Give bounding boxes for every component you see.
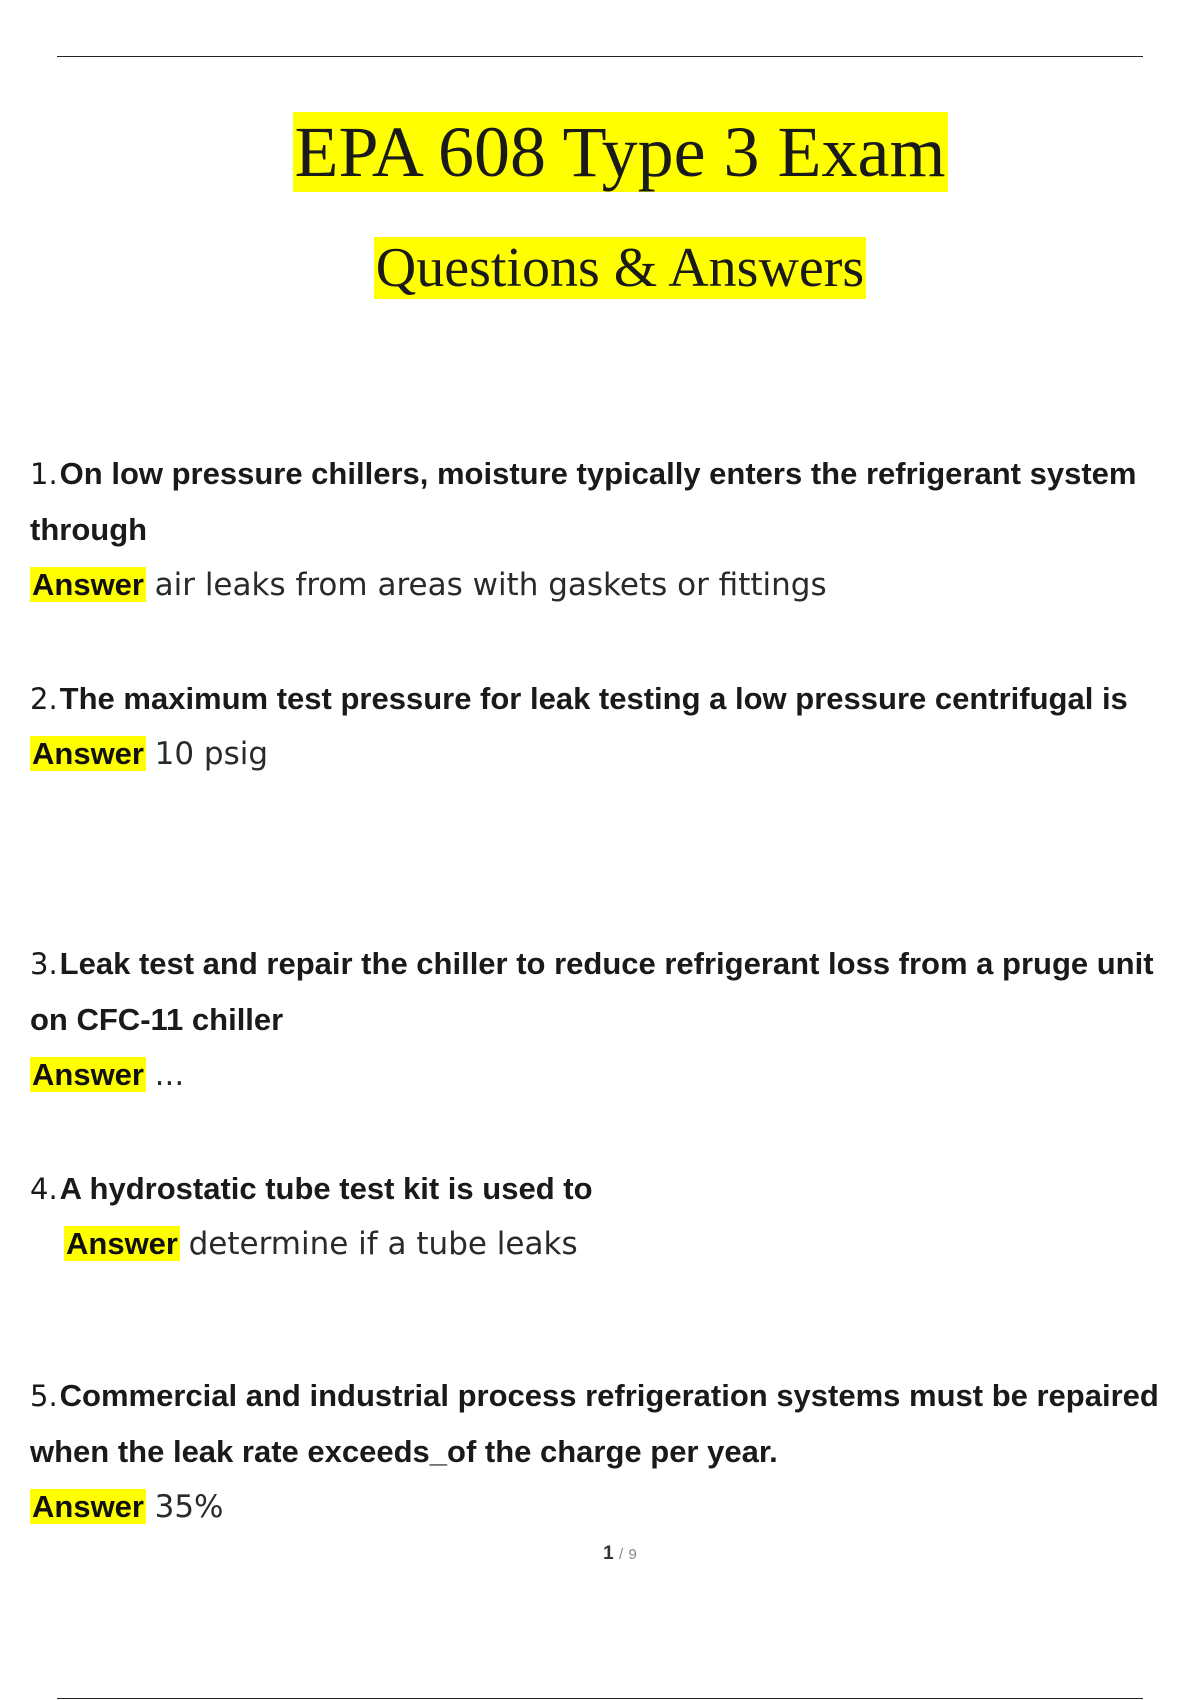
question: [30, 936, 1160, 1048]
answer: [30, 1480, 1160, 1534]
question-number: 3.: [30, 947, 58, 981]
answer-label: Answer: [66, 1226, 178, 1261]
question-text: On low pressure chillers, moisture typically enters the refrigerant system through: [30, 456, 1137, 547]
answer-label: Answer: [32, 1057, 144, 1092]
question-text: Commercial and industrial process refrigeration systems must be repaired when the leak rate exceeds_of the charge per year.: [30, 1378, 1159, 1469]
answer: [30, 1217, 1160, 1271]
document-title: [0, 110, 1200, 194]
answer-text: determine if a tube leaks: [188, 1226, 578, 1262]
top-rule: [57, 56, 1143, 57]
answer: [30, 1048, 1160, 1102]
question-text: A hydrostatic tube test kit is used to: [59, 1171, 593, 1206]
answer: [30, 558, 1160, 612]
page-indicator: [0, 1543, 1200, 1565]
current-page: 1: [603, 1543, 614, 1564]
question: [30, 671, 1160, 727]
qa-item-3: [30, 936, 1160, 1102]
document-title-text: EPA 608 Type 3 Exam: [294, 112, 946, 192]
answer: [30, 727, 1160, 781]
qa-item-5: [30, 1368, 1160, 1534]
total-pages: 9: [628, 1546, 637, 1563]
answer-label: Answer: [32, 736, 144, 771]
question-number: 2.: [30, 682, 58, 716]
answer-text: 10 psig: [154, 736, 269, 772]
answer-text: 35%: [154, 1489, 224, 1525]
page-separator: /: [619, 1546, 624, 1563]
question-number: 1.: [30, 457, 58, 491]
question: [30, 446, 1160, 558]
qa-item-1: [30, 446, 1160, 612]
question-text: Leak test and repair the chiller to reduce refrigerant loss from a pruge unit on CFC-11 chiller: [30, 946, 1154, 1037]
answer-text: air leaks from areas with gaskets or fittings: [154, 567, 827, 603]
document-subtitle-text: Questions & Answers: [375, 237, 865, 299]
question-number: 5.: [30, 1379, 58, 1413]
question: [30, 1368, 1160, 1480]
qa-item-2: [30, 671, 1160, 781]
answer-label: Answer: [32, 567, 144, 602]
qa-item-4: [30, 1161, 1160, 1271]
answer-text: ...: [154, 1057, 185, 1093]
question-number: 4.: [30, 1172, 58, 1206]
bottom-rule: [57, 1698, 1143, 1699]
question: [30, 1161, 1160, 1217]
question-text: The maximum test pressure for leak testing a low pressure centrifugal is: [59, 681, 1128, 716]
document-subtitle: [0, 236, 1200, 300]
answer-label: Answer: [32, 1489, 144, 1524]
